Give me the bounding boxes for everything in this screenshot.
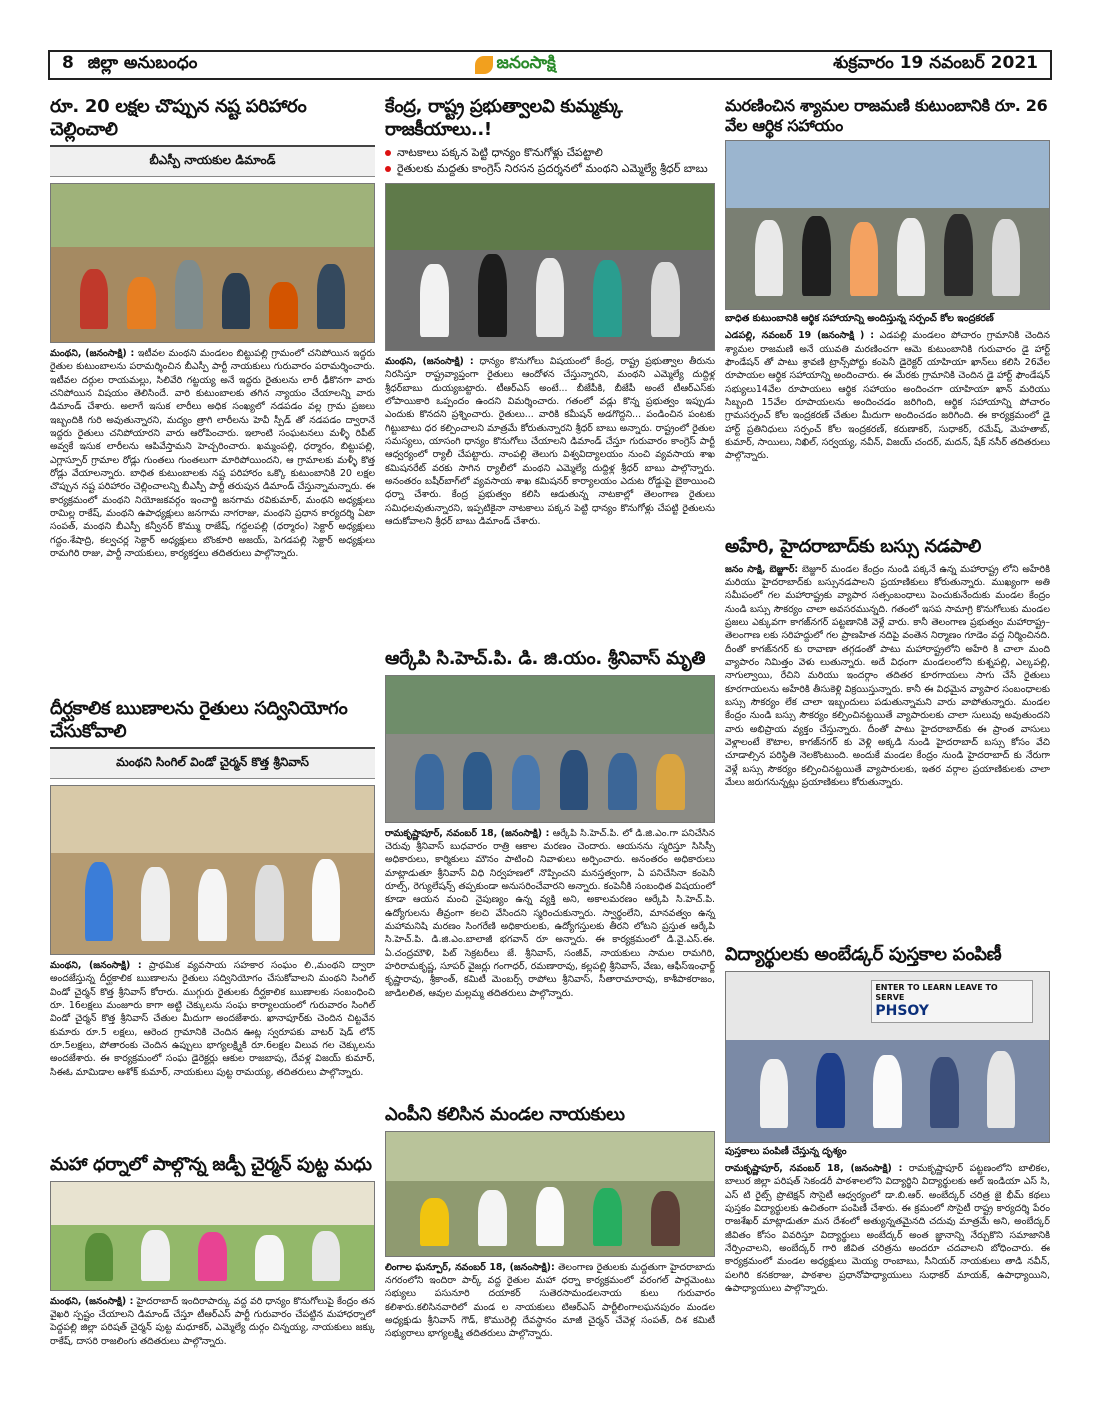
story-bus-service (725, 536, 1050, 789)
story-body: మంథని, (జనంసాక్షి) : ధాన్యం కొనుగోలు విషయంలో కేంద్ర, రాష్ట్ర ప్రభుత్వాల తీరును నిరసిస్తూ రాష్ట్రవ్యాప్తంగా రైతులు ఆందోళన చేస్తున్నారని, మంథని ఎమ్మెల్యే దుద్దిళ్ల శ్రీధర్‌బాబు దుయ్యబట్టారు. టీఆర్ఎస్ అంటే... బీజేపీకి, బీజేపీ అంటే టీఆర్ఎస్‌కు లోపాయికారి ఒప్పందం ఉందని విమర్శించారు. గతంలో వడ్లు కొన్న ప్రభుత్వం ఇప్పుడు ఎందుకు కొనదని ప్రశ్నించారు. రైతులు... వారికి కమీషన్ అడగొద్దని... పండించిన పంటకు గిట్టుబాటు ధర కల్పించాలని మాత్రమే కోరుతున్నారని శ్రీధర్ బాబు అన్నారు. రాష్ట్రంలో రైతుల సమస్యలు, యాసంగి ధాన్యం కొనుగోలు చేయాలని డిమాండ్ చేస్తూ గురువారం కాంగ్రెస్ పార్టీ ఆధ్వర్యంలో ర్యాలీ చేపట్టారు. నాంపల్లి తెలుగు విశ్వవిద్యాలయం నుంచి వ్యవసాయ శాఖ కమిషనరేట్ వరకు సాగిన ర్యాలీలో మంథని ఎమ్మెల్యే దుద్దిళ్ల శ్రీధర్ బాబు పాల్గొన్నారు. అనంతరం బషీర్‌బాగ్‌లో వ్యవసాయ శాఖ కమిషనర్ కార్యాలయం ఎదుట రోడ్డుపై బైఠాయించి ధర్నా చేశారు. కేంద్ర ప్రభుత్వం కలిసి ఆడుతున్న నాటకాల్లో తెలంగాణ రైతులు సమిధలవుతున్నారని, ఇప్పటికైనా నాటకాలు పక్కన పెట్టి ధాన్యం కొనుగోళ్లు చేపట్టి రైతులను ఆదుకోవాలని శ్రీధర్ బాబు డిమాండ్ చేశారు. (385, 355, 715, 527)
story-photo (50, 785, 375, 955)
story-headline: మహా ధర్నాలో పాల్గొన్న జడ్పీ చైర్మన్ పుట్ట మధు (50, 1154, 372, 1175)
story-body: మంథని, (జనంసాక్షి) : హైదరాబాద్ ఇందిరాపార్కు వద్ద వరి ధాన్యం కొనుగోలుపై కేంద్రం తన వైఖరి స్పష్టం చేయాలని డిమాండ్ చేస్తూ టీఆర్ఎస్ పార్టీ గురువారం చేపట్టిన మహాధర్నాలో పెద్దపల్లి జిల్లా పరిషత్ చైర్మన్ పుట్ట మధూకర్, ఎమ్మెల్యే దుర్గం చిన్నయ్య, నాయకులు జక్కు రాకేష్, దాసరి రాజలింగు తదితరులు పాల్గొన్నారు. (50, 1295, 376, 1347)
page-header (48, 50, 1052, 80)
logo-leaf-icon (475, 56, 493, 74)
photo-caption: బాధిత కుటుంబానికి ఆర్థిక సహాయాన్ని అందిస్తున్న సర్పంచ్ కోల ఇంద్రకరణ్ (725, 313, 994, 324)
story-photo (385, 1131, 715, 1257)
page-number: 8 (62, 53, 74, 73)
story-headline: దీర్ఘకాలిక ఋణాలను రైతులు సద్వినియోగం చేసుకోవాలి (50, 698, 348, 742)
story-headline: విద్యార్థులకు అంబేడ్కర్ పుస్తకాల పంపిణీ (725, 944, 1002, 965)
page-section (62, 53, 197, 77)
story-headline: మరణించిన శ్యామల రాజమణి కుటుంబానికి రూ. 26 వేల ఆర్థిక సహాయం (725, 96, 1048, 135)
story-financial-help (725, 96, 1050, 463)
story-headline: ఎంపీని కలిసిన మండల నాయకులు (385, 1104, 625, 1125)
story-body: రామకృష్ణాపూర్, నవంబర్ 18, (జనంసాక్షి) : రామకృష్ణాపూర్ పట్టణంలోని బాలికల, బాలుర జిల్లా పరిషత్ సెకండరీ పాఠశాలలోని విద్యార్థిని విద్యార్థులకు ఆల్ ఇండియా ఎస్ సి, ఎస్ టి రైట్స్ ప్రొటెక్షన్ సొసైటీ ఆధ్వర్యంలో డా.బి.ఆర్. అంబేద్కర్ చరిత్ర జై భీమ్ కథలు పుస్తకం విద్యార్థులకు ఉచితంగా పంపిణీ చేశారు. ఈ క్రమంలో సొసైటీ రాష్ట్ర కార్యదర్శి పేరం రాజశేఖర్ మాట్లాడుతూ మన దేశంలో అత్యున్నతమైనది చదువు మాత్రమే అని, అంబేద్కర్ జీవితం కోసం వివరిస్తూ విద్యార్థులు అంబేద్కర్ అంత జ్ఞానాన్ని నేర్చుకొని సమాజానికి నేర్పించాలని, అంబేద్కర్ గారి జీవిత చరిత్రను అందరూ చదవాలని బోధించారు. ఈ కార్యక్రమంలో మండల అధ్యక్షులు మెయ్య రాంబాబు, సీనియర్ నాయకులు తాడి నవీన్, పలగిరి కనకరాజు, పాఠశాల ప్రధానోపాధ్యాయులు సుధాకర్ మాయక్, ఉపాధ్యాయిని, ఉపాధ్యాయులు పాల్గొన్నారు. (725, 1162, 1051, 1294)
story-obituary (385, 648, 715, 1000)
story-subhead: బీఎస్పీ నాయకుల డిమాండ్ (50, 145, 375, 177)
story-photo (50, 1181, 375, 1291)
bullet-item: నాటకాలు పక్కన పెట్టి ధాన్యం కొనుగోళ్లు చేపట్టాలి (385, 145, 715, 161)
story-long-term-loans (50, 698, 375, 1079)
story-body: లింగాల ఘన్పూర్, నవంబర్ 18, (జనంసాక్షి): తెలంగాణ రైతులకు మద్దతుగా హైదరాబాదు నగరంలోని ఇందిరా పార్క్ వద్ద రైతుల మహా ధర్నా కార్యక్రమంలో వరంగల్ పార్లమెంటు సభ్యులు పసునూరి దయాకర్ సుతెరసామండలనాయ కులు గురువారం కలిశారు.కలిసినవారిలో మండ ల నాయకులు టిఆర్ఎస్ పార్టీలింగాలఘనపురం మండల అధ్యక్షుడు శ్రీనివాస్ గౌడ్, కొమురెల్లి దేవస్థానం మాజీ చైర్మన్ చేవెళ్ల సంపత్, దిశ కమిటీ సభ్యురాలు భాగ్యలక్ష్మి తదితరులు పాల్గొన్నారు. (385, 1261, 715, 1340)
story-body: ఎడపల్లి, నవంబర్ 19 (జనంసాక్షి ) : ఎడపల్లి మండలం పోచారం గ్రామానికి చెందిన శ్యామల రాజమణి అనే యువతి మరణించగా ఆమె కుటుంబానికి గురువారం డై హార్ట్ ఫౌండేషన్ తో పాటు శ్రావణి ట్రాన్స్‌పోర్టు కంపెనీ డైరెక్టర్ యాహియా ఖాన్‌లు కలిసి 26వేల రూపాయల ఆర్థిక సహాయాన్ని అందించారు. ఈ మేరకు గ్రామానికి చెందిన డై హార్ట్ ఫౌండేషన్ సభ్యులు14వేల రూపాయలు ఆర్థిక సహాయం అందించగా యాహియా ఖాన్ మరియు సిబ్బంది 15వేల రూపాయలను అందించడం జరిగింది, ఆర్థిక సహాయాన్ని పోచారం గ్రామసర్పంచ్ కోల ఇంద్రకరణ్ చేతుల మీదుగా అందించడం జరిగింది. ఈ కార్యక్రమంలో డై హార్ట్ ప్రతినిధులు సర్పంచ్ కోల ఇంద్రకరణ్, కరుణాకర్, సుధాకర్, రమేష్, మెహతాబ్, కుమార్, సాయిలు, నిఖిల్, సర్వయ్య, నవీన్, విజయ్ చందర్, మదన్, షేక్ నసీర్ తదితరులు పాల్గొన్నారు. (725, 330, 1050, 462)
wall-banner: ENTER TO LEARN LEAVE TO SERVE PHSOY (871, 980, 1033, 1024)
story-photo (385, 675, 715, 823)
story-subhead: మంథని సింగిల్ విండో చైర్మన్ కొత్త శ్రీనివాస్ (50, 747, 375, 779)
photo-caption: పుస్తకాలు పంపిణీ చేస్తున్న దృశ్యం (725, 1145, 847, 1157)
story-photo (725, 971, 1050, 1143)
story-photo (725, 140, 1050, 310)
newspaper-logo (475, 53, 556, 77)
section-name: జిల్లా అనుబంధం (87, 53, 198, 73)
story-photo (50, 183, 375, 343)
story-collusion-politics (385, 96, 715, 528)
story-headline: రూ. 20 లక్షల చొప్పున నష్ట పరిహారం చెల్లించాలి (50, 96, 307, 140)
story-headline: అహేరి, హైదరాబాద్‌కు బస్సు నడపాలి (725, 536, 981, 557)
logo-text: జనంసాక్షి (496, 53, 556, 73)
story-body: రామకృష్ణాపూర్, నవంబర్ 18, (జనంసాక్షి) : ఆర్కేపి సి.హెచ్.పి. లో డి.జి.ఎం.గా పనిచేసిన చెరువు శ్రీనివాస్ బుధవారం రాత్రి ఆకాల మరణం చెందారు. ఆయనను స్మరిస్తూ సిసిస్సీ అధికారులు, కార్మికులు మౌనం పాటించి నివాళులు అర్పించారు. అనంతరం అధికారులు మాట్లాడుతూ శ్రీనివాస్ విధి నిర్వహణలో నొప్పించని మనస్తత్వంగా, ఏ పనిచేసినా కంపెనీ రూల్స్, రెగ్యులేషన్స్ తప్పకుండా అనుసరించేవారని అన్నారు. కంపెనీకి సంబంధిత విషయంలో కూడా ఆయన మంచి నైపుణ్యం ఉన్న వ్యక్తి అని, అకాలమరణం ఆర్కేపి సి.హెచ్.పి. ఉద్యోగులను తీవ్రంగా కలచి వేసిందని స్మరించుకున్నారు. స్వార్థంలేని, మానవత్వం ఉన్న మహామనిషి మరణం సింగరేణి అధికారులకు, ఉద్యోగస్తులకు తీరని లోటని ప్రస్తుత ఆర్కేపి సి.హెచ్.పి. డి.జి.ఎం.బాలాజీ భగవాన్ రూ అన్నారు. ఈ కార్యక్రమంలో డి.వై.ఎస్.ఈ. ఏ.చంద్రమౌళి, పిట్ సెక్రటరీలు జే. శ్రీనివాస్, సంజీవ్, నాయకులు సామల రామగిరి, హరిరామకృష్ణ, సూపర్ వైజర్లు గంగాధర్, రమణారావు, కల్లపల్లి శ్రీనివాస్, వేణు, ఆఫీస్‌ఇంఛార్జ్ కృష్ణారావు, శ్రీకాంత్, కమిటీ మెంబర్స్ రాపోలు శ్రీనివాస్, సీతారామారావు, కాశీపాకరాజం, జాడిలలిత, ఆవుల మల్లమ్మ తదితరులు పాల్గొన్నారు. (385, 827, 716, 999)
issue-date: శుక్రవారం 19 నవంబర్ 2021 (833, 53, 1038, 73)
story-photo (385, 183, 715, 351)
story-headline: ఆర్కేపి సి.హెచ్.పి. డి. జి.యం. శ్రీనివాస్ మృతి (385, 648, 706, 669)
story-headline: కేంద్ర, రాష్ట్ర ప్రభుత్వాలవి కుమ్మక్కు రాజకీయాలు..! (385, 96, 623, 140)
bullet-item: రైతులకు మద్దతు కాంగ్రెస్ నిరసన ప్రదర్శనలో మంథని ఎమ్మెల్యే శ్రీధర్ బాబు (385, 161, 715, 177)
story-ambedkar-books (725, 944, 1050, 1295)
story-compensation (50, 96, 375, 561)
story-body: జనం సాక్షి, బెజ్జూర్: బెజ్జూర్ మండల కేంద్రం నుండి పక్కనే ఉన్న మహారాష్ట్ర లోని అహేరికి మరియు హైదరాబాద్‌కు బస్సునడపాలని ప్రయాణికులు కోరుతున్నారు. ముఖ్యంగా అతి సమీపంలో గల మహారాష్ట్రకు వ్యాపార సత్సంబంధాలు పెంచుకునేందుకు మండల కేంద్రం నుండి బస్సు సౌకర్యం చాలా అవసరమున్నది. గతంలో ఇసప సామాగ్రి కొనుగోలుకు మండల ప్రజలు ఎక్కువగా కాగజ్‌నగర్ పట్టణానికి వెళ్లే వారు. కానీ తెలంగాణ ప్రభుత్వం మహారాష్ట్ర–తెలంగాణ లకు సరిహద్దులో గల ప్రాణహిత నదిపై వంతెన నిర్మాణం గూడెం వద్ద నిర్మించినది. దీంతో కాగజ్‌నగర్ కు రావాణా తగ్గడంతో పాటు మహారాష్ట్రలోని అహేరి కి చాలా మంది వ్యాపారం నిమిత్తం వెళు లుతున్నారు. అదే విధంగా మండలంలోని కుశ్నపల్లి, ఎల్కపల్లి, నాగుల్వాయి, రేచిని మరియు ఇందర్గాం తదితర కూరగాయలు సాగు చేసే రైతులు కూరగాయలను అహేరికి తీసుకెళ్లి విక్రయిస్తున్నారు. కానీ ఈ విధమైన వ్యాపార సంబంధాలకు బస్సు సౌకర్యం లేక చాలా ఇబ్బందులు పడుతున్నామని వారు వాపోతున్నారు. మండల కేంద్రం నుండి బస్సు సౌకర్యం కల్పించినట్టయితే వ్యాపారులకు చాలా సులువు అవుతుందని వారు అభిప్రాయ వ్యక్తం చేస్తున్నారు. దీంతో పాటు హైదరాబాద్‌కు ఈ ప్రాంత వాసులు వెళ్లాలంటే కౌటాల, కాగజ్‌నగర్ కు వెళ్లి అక్కడి నుండి హైదరాబాద్ బస్సు కోసం వేచి చూడాల్సిన పరిస్థితి నెలకొంటుంది. అందుకే మండల కేంద్రం నుండి హైదరాబాద్ కు నేరుగా వెళ్లే బస్సు సౌకర్యం కల్పించినట్టయితే వ్యాపారులకు, ఇతర వర్గాల ప్రయాణికులకు చాలా మేలు జరుగనున్నట్లు ప్రయాణికులు కోరుతున్నారు. (725, 563, 1050, 788)
story-maha-dharna (50, 1154, 375, 1348)
story-body: మంథని, (జనంసాక్షి) : ప్రాథమిక వ్యవసాయ సహకార సంఘం లి.,మంథని ద్వారా అందజేస్తున్న దీర్ఘకాలిక ఋణాలను రైతులు సద్వినియోగం చేసుకోవాలని మంథని సింగిల్ విండో చైర్మన్ కొత్త శ్రీనివాస్ కోరారు. ముగ్గురు రైతులకు దీర్ఘకాలిక ఋణాలకు సంబంధించి రూ. 16లక్షలు మంజూరు కాగా అట్టి చెక్కులను సంఘ కార్యాలయంలో గురువారం సింగిల్ విండో చైర్మన్ కొత్త శ్రీనివాస్ చేతుల మీదుగా అందజేశారు. ఖానాపూర్‌కు చెందిన చిట్టవేన కుమారు రూ.5 లక్షలు, ఆరెంద గ్రామానికి చెందిన ఊట్ల స్వరూపకు వాటర్ షెడ్ లోన్ రూ.5లక్షలు, పోతారంకు చెందిన ఉప్పులు భాగ్యలక్ష్మికి రూ.6లక్షల విలువ గల చెక్కులను అందజేశారు. ఈ కార్యక్రమంలో సంఘ డైరెక్టర్లు ఆకుల రాజబాపు, దేవళ్ల విజయ్ కుమార్, సిఈఓ మామిడాల ఆశోక్ కుమార్, నాయకులు పుట్ట రామయ్య, తదితరులు పాల్గొన్నారు. (50, 960, 376, 1078)
story-bullets (385, 145, 715, 177)
story-body: మంథని, (జనంసాక్షి) : ఇటీవల మంథని మండలం బిట్టుపల్లి గ్రామంలో చనిపోయిన ఇద్దరు రైతుల కుటుంబాలను పరామర్శించిన బీఎస్పీ పార్టీ నాయకులు గురువారం పరామర్శించారు. ఇటీవల దర్గుల రాయమల్లు, సిలివేరి గట్టయ్య అనే ఇద్దరు రైతులను లారీ ఢీకొనగా వారు చనిపోయిన విషయం తెలిసిందే. వారి కుటుంబాలకు తగిన న్యాయం చేయాలన్ని వారు డిమాండ్ చేశారు. అలాగే ఇసుక లారీలు అధిక సంఖ్యలో నడపడం వల్ల గ్రామ ప్రజలు ఇబ్బందికి గురి అవుతున్నారని, మద్యం త్రాగి లారీలను హెవీ స్పీడ్ తో నడపడం ద్వారానే ఇద్దరు రైతులు చనిపోయారని వారు ఆరోపించారు. ఇలాంటి సంఘటనలు మళ్ళీ రిపీట్ అవ్వకే ఇసుక లారీలను ఆపివేస్తామని హెచ్చరించారు. ఖమ్మంపల్లి, ధర్మారం, బిట్టుపల్లి, ఎగ్లాస్పూర్ గ్రామాల రోడ్లు గుంతలు గుంతలుగా మారిపోయిందని, ఆ గ్రామాలకు మళ్ళీ కొత్త రోడ్లు వేయాలన్నారు. బాధిత కుటుంబాలకు నష్ట పరిహారం ఒక్కొ కుటుంబానికి 20 లక్షల చొప్పున నష్ట పరిహారం చెల్లించాలన్ని బీఎస్పీ పార్టీ తరుపున డిమాండ్ చేస్తున్నామన్నారు. ఈ కార్యక్రమంలో మంథని నియోజకవర్గం ఇంచార్జి జనగామ రవికుమార్, మంథని అధ్యక్షులు రామిల్ల రాకేష్, మంథని ఉపాధ్యక్షులు జనగామ నాగరాజు, మంథని ప్రధాన కార్యదర్శి ఏటా సంపత్, మంథని బీఎస్పీ కన్వీనర్ కొమ్ము రాజేష్, గద్దలపల్లి (ధర్మారం) సెక్టార్ అధ్యక్షులు గద్దం.శేషాద్రి, కల్వచర్ల సెక్టార్ అధ్యక్షులు బొంకూరి అజయ్, పెగడపల్లి సెక్టార్ అధ్యక్షులు రామగిరి రాజు, పార్టీ నాయకులు, కార్యకర్తలు తదితరులు పాల్గొన్నారు. (50, 348, 376, 560)
story-met-mp (385, 1104, 715, 1341)
